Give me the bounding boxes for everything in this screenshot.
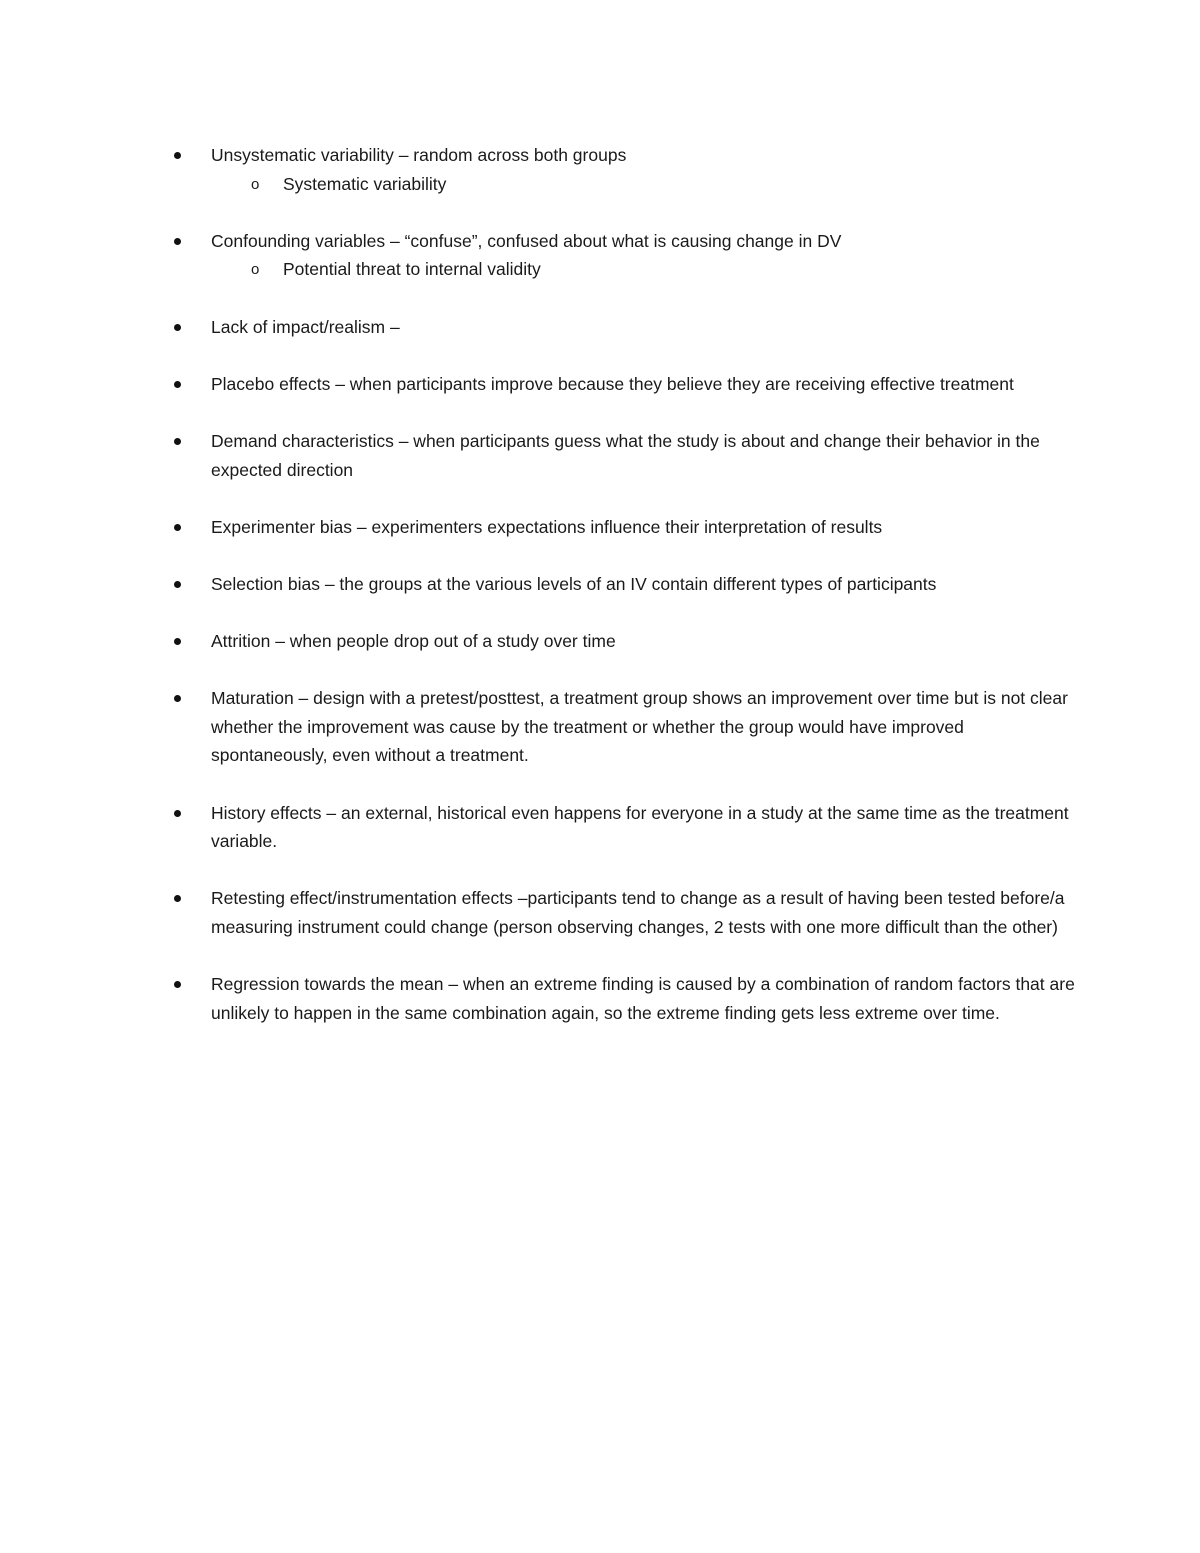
list-item-text: Selection bias – the groups at the various levels of an IV contain different types of participants [211, 573, 937, 594]
bullet-icon [174, 152, 181, 159]
bullet-list [0, 141, 1200, 1056]
list-item [0, 141, 1081, 198]
bullet-icon [174, 895, 181, 902]
list-item-text: Unsystematic variability – random across both groups [211, 145, 627, 165]
bullet-icon [174, 695, 181, 702]
bullet-icon [174, 981, 181, 988]
bullet-icon [174, 581, 181, 588]
list-item [0, 427, 1081, 484]
list-item-text: Placebo effects – when participants improve because they believe they are receiving effective treatment [211, 373, 1014, 394]
list-item [0, 513, 1081, 542]
bullet-icon [174, 324, 181, 331]
list-item-text: History effects – an external, historical even happens for everyone in a study at the same time as the treatment variable. [211, 802, 1069, 852]
list-item-text: Experimenter bias – experimenters expectations influence their interpretation of results [211, 516, 883, 537]
bullet-icon [174, 638, 181, 645]
list-item [0, 227, 1081, 284]
list-item [0, 313, 1081, 342]
list-item [0, 370, 1081, 399]
list-item-text: Regression towards the mean – when an extreme finding is caused by a combination of random factors that are unlikely to happen in the same combination again, so the extreme finding gets less extreme over time. [211, 974, 1075, 1023]
sub-bullet-marker: o [251, 261, 260, 279]
list-item-text: Maturation – design with a pretest/posttest, a treatment group shows an improvement over time but is not clear whether the improvement was cause by the treatment or whether the group would have improved spontaneously, even without a treatment. [211, 688, 1068, 766]
bullet-icon [174, 524, 181, 531]
bullet-icon [174, 381, 181, 388]
list-item-text: Retesting effect/instrumentation effects –participants tend to change as a result of having been tested before/a measuring instrument could change (person observing changes, 2 tests with one more difficult than the other) [211, 888, 1065, 938]
list-item [0, 684, 1081, 770]
bullet-icon [174, 238, 181, 245]
sub-list-item [0, 170, 1081, 199]
list-item [0, 970, 1081, 1027]
list-item [0, 570, 1081, 599]
list-item-text: Demand characteristics – when participants guess what the study is about and change their behavior in the expected direction [211, 430, 1040, 480]
list-item [0, 884, 1081, 941]
list-item-text: Lack of impact/realism – [211, 316, 400, 337]
bullet-icon [174, 810, 181, 817]
sub-list-item-text: Potential threat to internal validity [283, 259, 541, 280]
sub-list-item [0, 255, 1081, 284]
list-item [0, 627, 1081, 656]
bullet-icon [174, 438, 181, 445]
sub-bullet-marker: o [251, 175, 260, 193]
list-item [0, 799, 1081, 856]
sub-list-item-text: Systematic variability [283, 173, 447, 194]
list-item-text: Attrition – when people drop out of a study over time [211, 631, 616, 652]
list-item-text: Confounding variables – “confuse”, confused about what is causing change in DV [211, 230, 842, 251]
